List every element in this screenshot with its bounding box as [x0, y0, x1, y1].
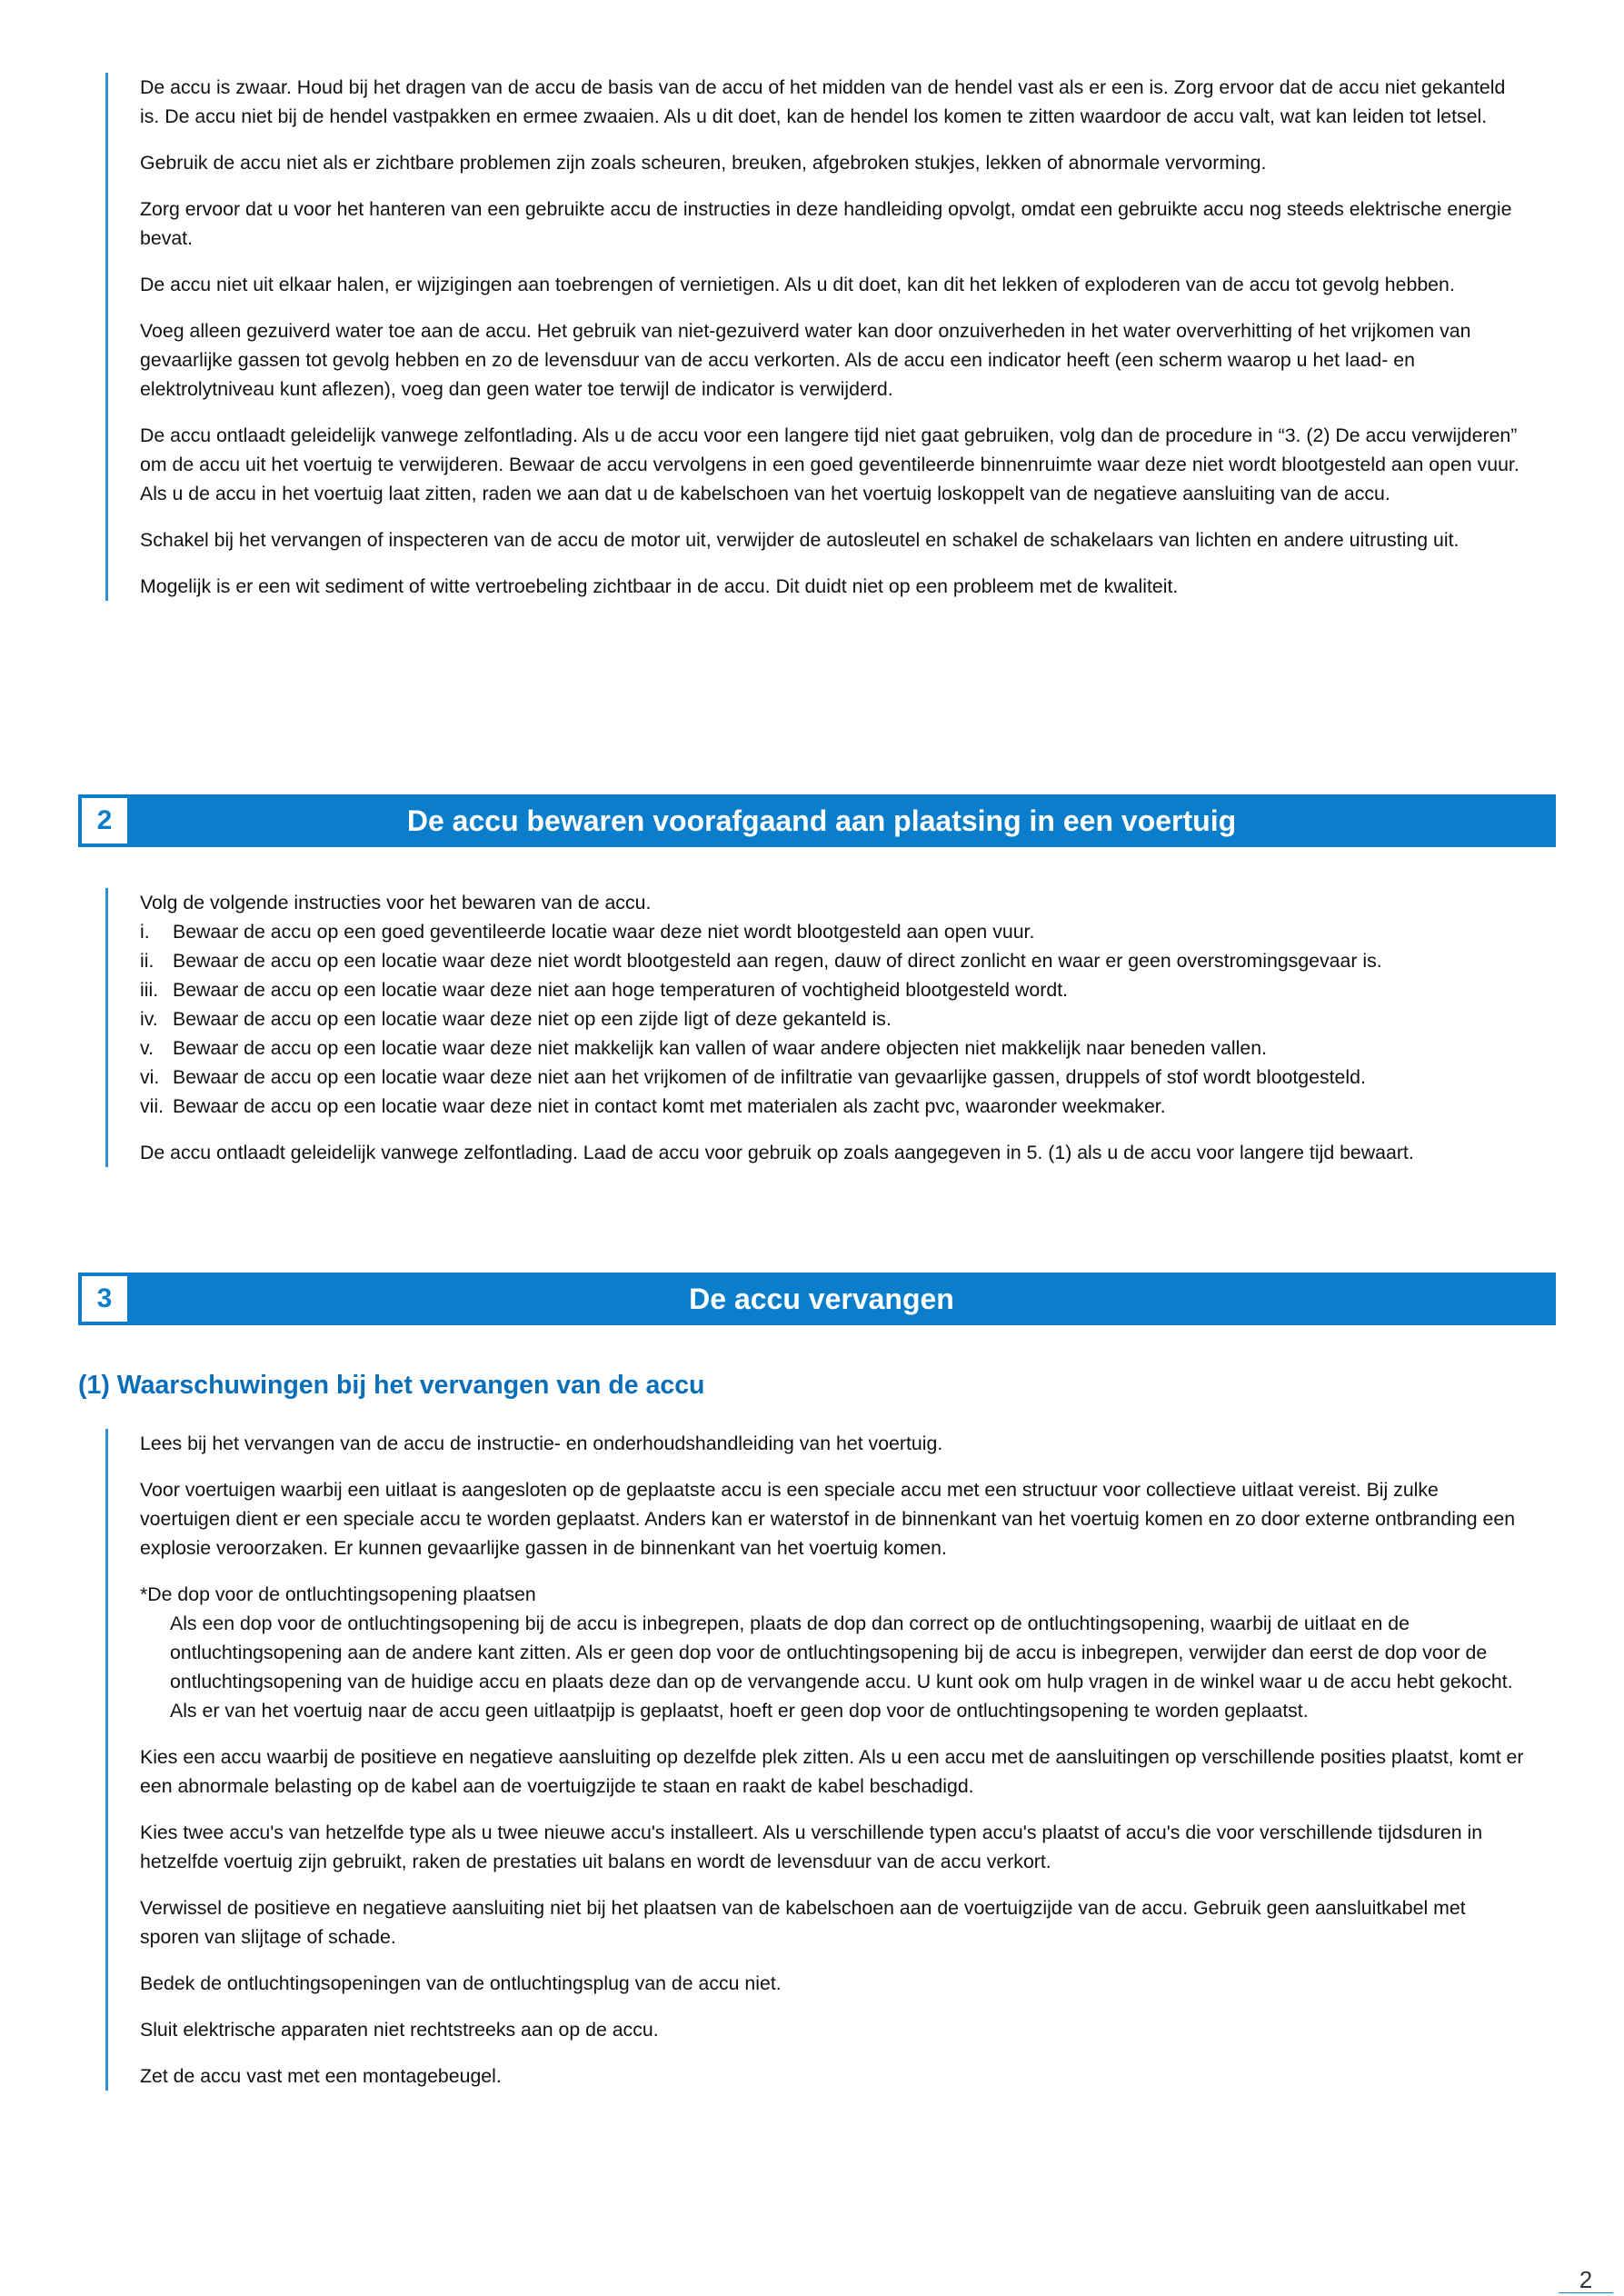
paragraph: De accu is zwaar. Houd bij het dragen van de accu de basis van de accu of het midden van de hendel vast als er een is. Zorg ervoor dat de accu niet gekanteld is. De accu niet bij de hendel vastpakken en ermee zwaaien. Als u dit doet, kan de hendel los komen te zitten waardoor de accu valt, wat kan leiden tot letsel.	[140, 76, 1506, 127]
storage-closing: De accu ontlaadt geleidelijk vanwege zelfontlading. Laad de accu voor gebruik op zoals aangegeven in 5. (1) als u de accu voor langere tijd bewaart.	[140, 1142, 1414, 1163]
paragraph: Lees bij het vervangen van de accu de instructie- en onderhoudshandleiding van het voertuig.	[140, 1433, 943, 1454]
section-number-badge: 2	[82, 798, 127, 844]
list-number: iii.	[140, 979, 159, 1001]
section-2-header	[78, 794, 1556, 847]
list-item	[140, 1092, 1523, 1121]
list-number: iv.	[140, 1008, 158, 1030]
list-text: Bewaar de accu op een locatie waar deze niet makkelijk kan vallen of waar andere objecten niet makkelijk naar beneden vallen.	[173, 1037, 1267, 1059]
note-heading: *De dop voor de ontluchtingsopening plaatsen	[140, 1583, 536, 1605]
section-3-header	[78, 1273, 1556, 1325]
paragraph: Voor voertuigen waarbij een uitlaat is aangesloten op de geplaatste accu is een speciale accu met een structuur voor collectieve uitlaat vereist. Bij zulke voertuigen dient er een speciale accu te worden geplaatst. Anders kan er waterstof in de binnenkant van het voertuig komen en zo door externe ontbranding een explosie veroorzaken. Er kunnen gevaarlijke gassen in de binnenkant van het voertuig komen.	[140, 1479, 1516, 1559]
paragraph: Kies twee accu's van hetzelfde type als u twee nieuwe accu's installeert. Als u verschillende typen accu's plaatst of accu's die voor verschillende tijdsduren in hetzelfde voertuig zijn gebruikt, raken de prestaties uit balans en wordt de levensduur van de accu verkort.	[140, 1822, 1483, 1872]
list-number: vi.	[140, 1066, 160, 1088]
paragraph: Sluit elektrische apparaten niet rechtstreeks aan op de accu.	[140, 2019, 659, 2041]
list-number: i.	[140, 921, 150, 943]
list-text: Bewaar de accu op een locatie waar deze niet aan het vrijkomen of de infiltratie van gevaarlijke gassen, druppels of stof wordt blootgesteld.	[173, 1066, 1366, 1088]
list-item	[140, 1004, 1523, 1033]
paragraph: Kies een accu waarbij de positieve en negatieve aansluiting op dezelfde plek zitten. Als u een accu met de aansluitingen op verschillende posities plaatst, komt er een abnormale belasting op de kabel aan de voertuigzijde te staan en raakt de kabel beschadigd.	[140, 1746, 1524, 1797]
list-number: v.	[140, 1037, 154, 1059]
storage-intro: Volg de volgende instructies voor het bewaren van de accu.	[140, 892, 652, 913]
list-number: vii.	[140, 1095, 164, 1117]
replacement-block	[105, 1429, 1523, 2091]
page-number: 2	[1579, 2266, 1593, 2293]
storage-list	[140, 917, 1523, 1121]
list-item	[140, 1033, 1523, 1063]
list-text: Bewaar de accu op een locatie waar deze niet op een zijde ligt of deze gekanteld is.	[173, 1008, 892, 1030]
section-number-badge: 3	[82, 1276, 127, 1322]
paragraph: Gebruik de accu niet als er zichtbare problemen zijn zoals scheuren, breuken, afgebroken stukjes, lekken of abnormale vervorming.	[140, 152, 1267, 174]
paragraph: De accu ontlaadt geleidelijk vanwege zelfontlading. Als u de accu voor een langere tijd niet gaat gebruiken, volg dan de procedure in “3. (2) De accu verwijderen” om de accu uit het voertuig te verwijderen. Bewaar de accu vervolgens in een goed geventileerde binnenruimte waar deze niet wordt blootgesteld aan open vuur. Als u de accu in het voertuig laat zitten, raden we aan dat u de kabelschoen van het voertuig loskoppelt van de negatieve aansluiting van de accu.	[140, 424, 1519, 504]
storage-block	[105, 888, 1523, 1167]
paragraph: Schakel bij het vervangen of inspecteren van de accu de motor uit, verwijder de autosleutel en schakel de schakelaars van lichten en andere uitrusting uit.	[140, 529, 1460, 551]
section-title: De accu bewaren voorafgaand aan plaatsing in een voertuig	[406, 804, 1237, 837]
paragraph: Mogelijk is er een wit sediment of witte vertroebeling zichtbaar in de accu. Dit duidt niet op een probleem met de kwaliteit.	[140, 575, 1179, 597]
list-text: Bewaar de accu op een locatie waar deze niet in contact komt met materialen als zacht pvc, waaronder weekmaker.	[173, 1095, 1166, 1117]
paragraph: De accu niet uit elkaar halen, er wijzigingen aan toebrengen of vernietigen. Als u dit doet, kan dit het lekken of exploderen van de accu tot gevolg hebben.	[140, 274, 1455, 295]
paragraph: Voeg alleen gezuiverd water toe aan de accu. Het gebruik van niet-gezuiverd water kan door onzuiverheden in het water oververhitting of het vrijkomen van gevaarlijke gassen tot gevolg hebben en zo de levensduur van de accu verkorten. Als de accu een indicator heeft (een scherm waarop u het laad- en elektrolytniveau kunt aflezen), voeg dan geen water toe terwijl de indicator is verwijderd.	[140, 320, 1471, 400]
list-text: Bewaar de accu op een goed geventileerde locatie waar deze niet wordt blootgesteld aan open vuur.	[173, 921, 1035, 943]
paragraph: Zorg ervoor dat u voor het hanteren van een gebruikte accu de instructies in deze handleiding opvolgt, omdat een gebruikte accu nog steeds elektrische energie bevat.	[140, 198, 1512, 249]
note-body: Als een dop voor de ontluchtingsopening bij de accu is inbegrepen, plaats de dop dan correct op de ontluchtingsopening, waarbij de uitlaat en de ontluchtingsopening aan de andere kant zitten. Als er geen dop voor de ontluchtingsopening bij de accu is inbegrepen, verwijder dan eerst de dop voor de ontluchtingsopening van de huidige accu en plaats deze dan op de vervangende accu. U kunt ook om hulp vragen in de winkel waar u de accu hebt gekocht. Als er van het voertuig naar de accu geen uitlaatpijp is geplaatst, hoeft er geen dop voor de ontluchtingsopening te worden geplaatst.	[170, 1612, 1513, 1722]
list-item	[140, 946, 1523, 975]
paragraph: Verwissel de positieve en negatieve aansluiting niet bij het plaatsen van de kabelschoen aan de voertuigzijde van de accu. Gebruik geen aansluitkabel met sporen van slijtage of schade.	[140, 1897, 1466, 1948]
list-item	[140, 975, 1523, 1004]
warnings-block	[105, 73, 1523, 601]
list-item	[140, 1063, 1523, 1092]
list-text: Bewaar de accu op een locatie waar deze niet aan hoge temperaturen of vochtigheid blootgesteld wordt.	[173, 979, 1069, 1001]
list-item	[140, 917, 1523, 946]
subsection-heading: (1) Waarschuwingen bij het vervangen van de accu	[78, 1371, 705, 1400]
page-number-rule	[1559, 2292, 1613, 2293]
list-number: ii.	[140, 950, 154, 972]
paragraph: Zet de accu vast met een montagebeugel.	[140, 2065, 502, 2087]
paragraph: Bedek de ontluchtingsopeningen van de ontluchtingsplug van de accu niet.	[140, 1972, 782, 1994]
section-title: De accu vervangen	[689, 1282, 954, 1315]
list-text: Bewaar de accu op een locatie waar deze niet wordt blootgesteld aan regen, dauw of direct zonlicht en waar er geen overstromingsgevaar is.	[173, 950, 1382, 972]
